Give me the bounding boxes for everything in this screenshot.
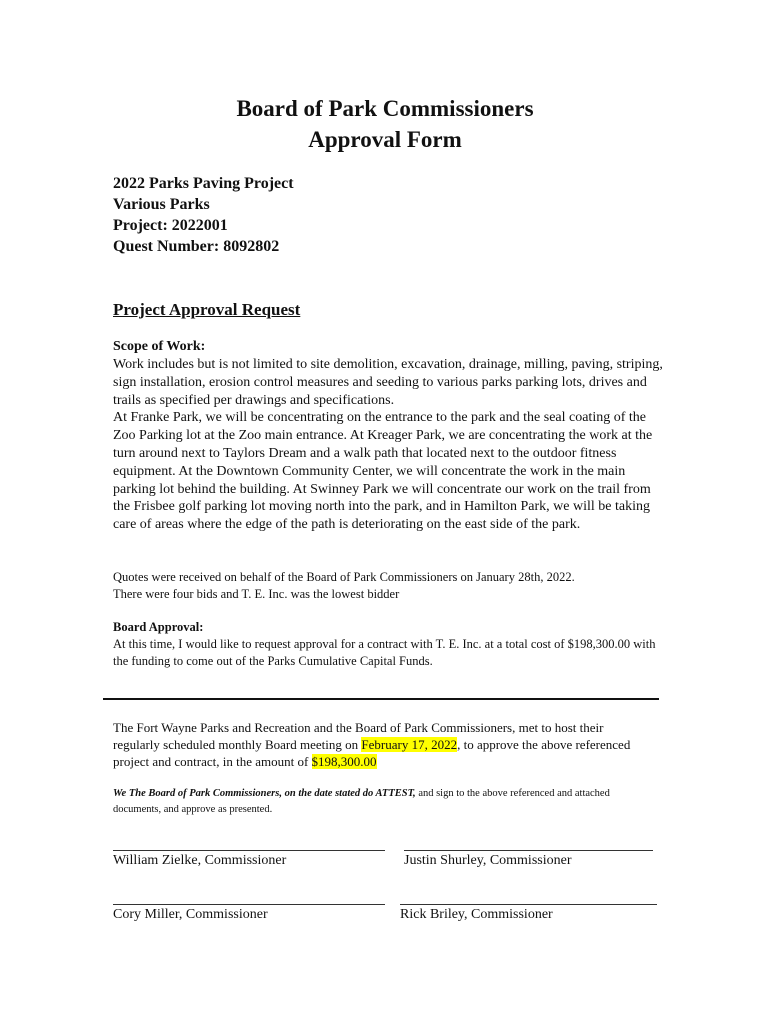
attest-rest: and sign to the above referenced and attached documents, and approve as presented. — [113, 788, 610, 815]
signature-name: Cory Miller, Commissioner — [113, 907, 268, 922]
divider — [103, 698, 659, 700]
signature-name: Justin Shurley, Commissioner — [404, 853, 572, 868]
meeting-date: February 17, 2022 — [361, 737, 458, 752]
project-number: Project: 2022001 — [113, 217, 228, 234]
signature-name: Rick Briley, Commissioner — [400, 907, 553, 922]
form-subtitle: Approval Form — [308, 127, 462, 152]
scope-label: Scope of Work: — [113, 339, 206, 354]
meeting-statement — [113, 719, 653, 770]
project-info — [113, 173, 294, 257]
quotes-line-2: There were four bids and T. E. Inc. was the lowest bidder — [113, 587, 400, 601]
scope-of-work — [113, 356, 663, 534]
signature-line — [113, 850, 385, 851]
board-approval-label: Board Approval: — [113, 620, 204, 634]
meeting-text-1: The Fort Wayne Parks and Recreation and the Board of Park Commissioners, met to host their regularly scheduled monthly Board meeting on — [113, 720, 604, 752]
attest-bold: We The Board of Park Commissioners, on the date stated do ATTEST, — [113, 788, 416, 799]
signature-line — [400, 904, 657, 905]
project-location: Various Parks — [113, 196, 210, 213]
attest-statement — [113, 786, 658, 818]
board-approval-text: At this time, I would like to request approval for a contract with T. E. Inc. at a total cost of $198,300.00 with the funding to come out of the Parks Cumulative Capital Funds. — [113, 637, 656, 668]
meeting-text-2: , to approve the above referenced project and contract, in the amount of — [113, 737, 631, 769]
contract-amount: $198,300.00 — [311, 754, 377, 769]
project-name: 2022 Parks Paving Project — [113, 175, 294, 192]
signature-line — [404, 850, 653, 851]
form-title: Board of Park Commissioners — [236, 96, 534, 121]
signature-line — [113, 904, 385, 905]
quest-number: Quest Number: 8092802 — [113, 238, 280, 255]
scope-paragraph-2: At Franke Park, we will be concentrating on the entrance to the park and the seal coating of the Zoo Parking lot at the Zoo main entrance. At Kreager Park, we are concentrating the work at the turn around next to Taylors Dream and a walk path that located next to the outdoor fitness equipment. At the Downtown Community Center, we will concentrate the work in the main parking lot behind the building. At Swinney Park we will concentrate our work on the trail from the Frisbee golf parking lot moving north into the park, and in Hamilton Park, we will be taking care of areas where the edge of the path is deteriorating on the east side of the park. — [113, 410, 653, 533]
scope-paragraph-1: Work includes but is not limited to site demolition, excavation, drainage, milling, paving, striping, sign installation, erosion control measures and seeding to various parks parking lots, drives and trails as specified per drawings and specifications. — [113, 357, 663, 408]
section-heading: Project Approval Request — [113, 300, 301, 319]
quotes-received — [113, 569, 663, 603]
quotes-line-1: Quotes were received on behalf of the Board of Park Commissioners on January 28th, 2022. — [113, 570, 575, 584]
signature-name: William Zielke, Commissioner — [113, 853, 287, 868]
